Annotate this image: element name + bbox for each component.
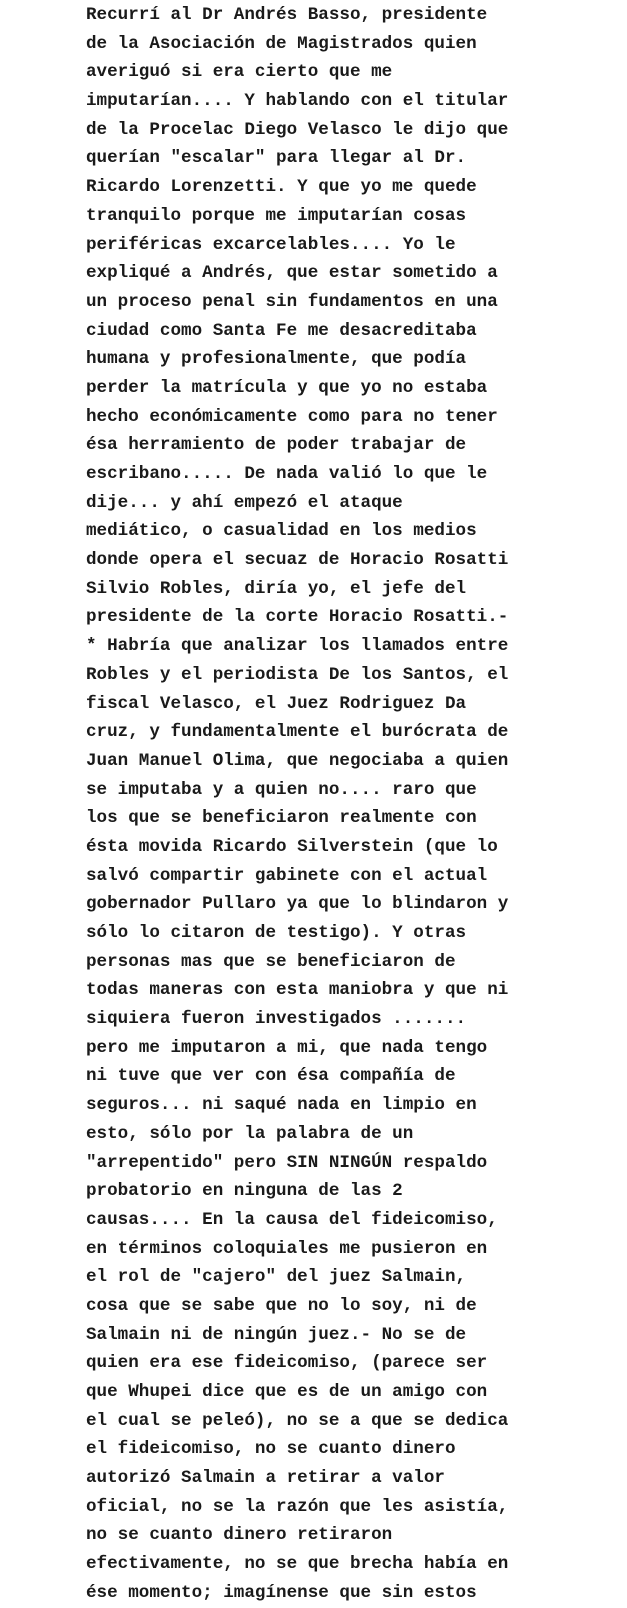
text-line: pero me imputaron a mi, que nada tengo bbox=[86, 1037, 488, 1058]
text-line: ciudad como Santa Fe me desacreditaba bbox=[86, 320, 477, 341]
text-line: un proceso penal sin fundamentos en una bbox=[86, 291, 498, 312]
text-line: * Habría que analizar los llamados entre bbox=[86, 636, 509, 657]
text-line: efectivamente, no se que brecha había en bbox=[86, 1554, 509, 1575]
text-line: gobernador Pullaro ya que lo blindaron y bbox=[86, 894, 509, 915]
text-line: que Whupei dice que es de un amigo con bbox=[86, 1382, 488, 1402]
text-line: Robles y el periodista De los Santos, el bbox=[86, 664, 509, 685]
text-line: salvó compartir gabinete con el actual bbox=[86, 865, 488, 886]
text-line: Silvio Robles, diría yo, el jefe del bbox=[86, 578, 467, 599]
text-line: no se cuanto dinero retiraron bbox=[86, 1525, 393, 1546]
text-line: ni tuve que ver con ésa compañía de bbox=[86, 1066, 456, 1087]
text-line: "arrepentido" pero SIN NINGÚN respaldo bbox=[86, 1152, 488, 1173]
text-line: quien era ese fideicomiso, (parece ser bbox=[86, 1353, 488, 1374]
text-line: se imputaba y a quien no.... raro que bbox=[86, 779, 477, 800]
document-body bbox=[86, 1, 616, 1608]
text-line: Recurrí al Dr Andrés Basso, presidente bbox=[86, 5, 488, 25]
text-line: los que se beneficiaron realmente con bbox=[86, 808, 477, 829]
text-line: tranquilo porque me imputarían cosas bbox=[86, 205, 467, 226]
text-line: Salmain ni de ningún juez.- No se de bbox=[86, 1324, 467, 1345]
text-line: presidente de la corte Horacio Rosatti.- bbox=[86, 607, 509, 628]
text-line: mediático, o casualidad en los medios bbox=[86, 521, 477, 542]
text-line: querían "escalar" para llegar al Dr. bbox=[86, 148, 467, 169]
text-line: todas maneras con esta maniobra y que ni bbox=[86, 980, 509, 1001]
text-line: ésta movida Ricardo Silverstein (que lo bbox=[86, 836, 498, 857]
text-line: humana y profesionalmente, que podía bbox=[86, 349, 467, 370]
text-line: fiscal Velasco, el Juez Rodriguez Da bbox=[86, 693, 467, 714]
text-line: esto, sólo por la palabra de un bbox=[86, 1123, 414, 1144]
text-line: en términos coloquiales me pusieron en bbox=[86, 1238, 488, 1259]
text-line: seguros... ni saqué nada en limpio en bbox=[86, 1095, 477, 1116]
text-line: el fideicomiso, no se cuanto dinero bbox=[86, 1439, 456, 1460]
text-line: Ricardo Lorenzetti. Y que yo me quede bbox=[86, 177, 477, 198]
text-line: Juan Manuel Olima, que negociaba a quien bbox=[86, 750, 509, 771]
text-line: hecho económicamente como para no tener bbox=[86, 406, 498, 427]
text-line: de la Procelac Diego Velasco le dijo que bbox=[86, 119, 509, 140]
text-line: cruz, y fundamentalmente el burócrata de bbox=[86, 722, 509, 743]
text-line: expliqué a Andrés, que estar sometido a bbox=[86, 263, 498, 284]
text-line: ése momento; imagínense que sin estos bbox=[86, 1582, 477, 1603]
text-line: averiguó si era cierto que me bbox=[86, 62, 393, 83]
text-line: dije... y ahí empezó el ataque bbox=[86, 492, 403, 513]
text-line: cosa que se sabe que no lo soy, ni de bbox=[86, 1295, 477, 1316]
text-line: autorizó Salmain a retirar a valor bbox=[86, 1468, 445, 1489]
text-line: probatorio en ninguna de las 2 bbox=[86, 1181, 403, 1202]
text-line: el cual se peleó), no se a que se dedica bbox=[86, 1410, 509, 1431]
text-line: periféricas excarcelables.... Yo le bbox=[86, 234, 456, 255]
text-line: ésa herramiento de poder trabajar de bbox=[86, 435, 467, 456]
text-line: imputarían.... Y hablando con el titular bbox=[86, 91, 509, 112]
text-line: donde opera el secuaz de Horacio Rosatti bbox=[86, 550, 509, 571]
text-line: de la Asociación de Magistrados quien bbox=[86, 33, 477, 54]
text-line: perder la matrícula y que yo no estaba bbox=[86, 377, 488, 398]
text-line: causas.... En la causa del fideicomiso, bbox=[86, 1209, 498, 1230]
text-line: personas mas que se beneficiaron de bbox=[86, 951, 456, 972]
text-line: sólo lo citaron de testigo). Y otras bbox=[86, 923, 467, 943]
text-line: escribano..... De nada valió lo que le bbox=[86, 464, 488, 484]
text-line: el rol de "cajero" del juez Salmain, bbox=[86, 1267, 467, 1288]
text-line: siquiera fueron investigados ....... bbox=[86, 1009, 467, 1030]
text-line: oficial, no se la razón que les asistía, bbox=[86, 1496, 509, 1517]
